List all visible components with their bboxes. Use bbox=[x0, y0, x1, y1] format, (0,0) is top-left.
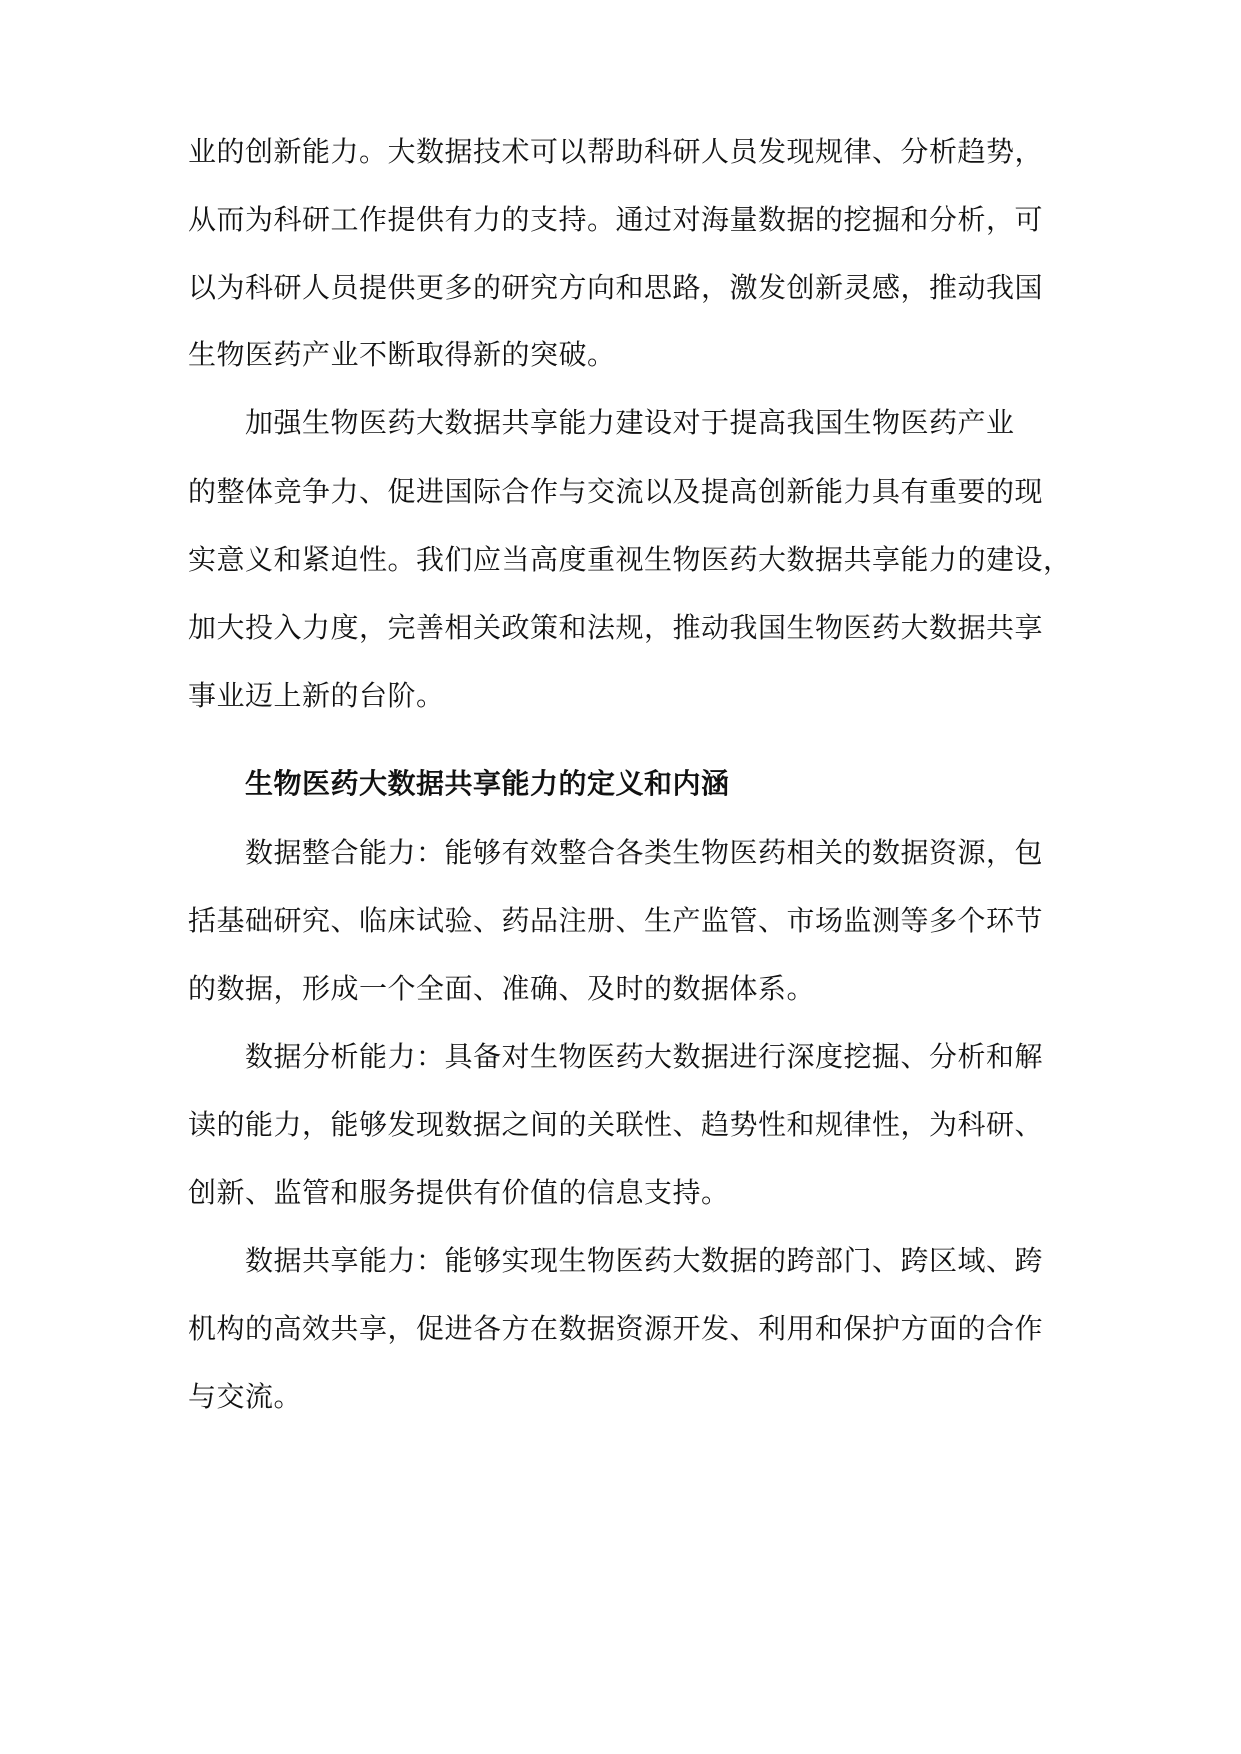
paragraph-line: 括基础研究、临床试验、药品注册、生产监管、市场监测等多个环节 bbox=[188, 904, 1044, 937]
paragraph-line: 业的创新能力。大数据技术可以帮助科研人员发现规律、分析趋势， bbox=[188, 135, 1044, 168]
section-heading: 生物医药大数据共享能力的定义和内涵 bbox=[245, 767, 730, 800]
paragraph-line: 事业迈上新的台阶。 bbox=[188, 679, 445, 712]
paragraph-line: 读的能力，能够发现数据之间的关联性、趋势性和规律性，为科研、 bbox=[188, 1108, 1044, 1141]
paragraph-line: 实意义和紧迫性。我们应当高度重视生物医药大数据共享能力的建设， bbox=[188, 543, 1072, 576]
paragraph-line: 数据整合能力：能够有效整合各类生物医药相关的数据资源，包 bbox=[245, 836, 1044, 869]
paragraph-line: 数据共享能力：能够实现生物医药大数据的跨部门、跨区域、跨 bbox=[245, 1244, 1044, 1277]
paragraph-line: 的整体竞争力、促进国际合作与交流以及提高创新能力具有重要的现 bbox=[188, 475, 1044, 508]
paragraph-line: 机构的高效共享，促进各方在数据资源开发、利用和保护方面的合作 bbox=[188, 1312, 1044, 1345]
paragraph-line: 的数据，形成一个全面、准确、及时的数据体系。 bbox=[188, 972, 816, 1005]
paragraph-line: 生物医药产业不断取得新的突破。 bbox=[188, 338, 616, 371]
paragraph-line: 与交流。 bbox=[188, 1380, 303, 1413]
paragraph-line: 以为科研人员提供更多的研究方向和思路，激发创新灵感，推动我国 bbox=[188, 271, 1044, 304]
paragraph-line: 数据分析能力：具备对生物医药大数据进行深度挖掘、分析和解 bbox=[245, 1040, 1044, 1073]
paragraph-line: 创新、监管和服务提供有价值的信息支持。 bbox=[188, 1176, 730, 1209]
paragraph-line: 加大投入力度，完善相关政策和法规，推动我国生物医药大数据共享 bbox=[188, 611, 1044, 644]
paragraph-line: 加强生物医药大数据共享能力建设对于提高我国生物医药产业 bbox=[245, 406, 1015, 439]
paragraph-line: 从而为科研工作提供有力的支持。通过对海量数据的挖掘和分析，可 bbox=[188, 203, 1044, 236]
